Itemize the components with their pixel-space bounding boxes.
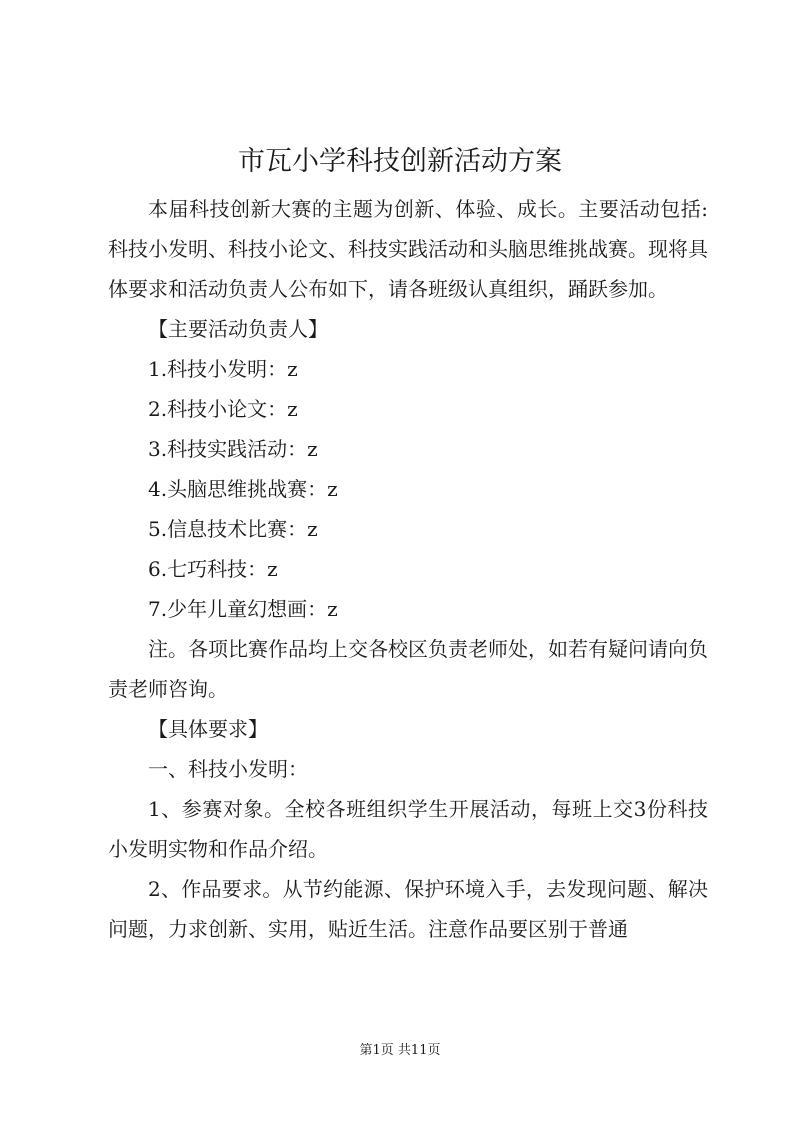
page-footer: 第1页 共11页 — [359, 1043, 441, 1058]
intro-paragraph: 本届科技创新大赛的主题为创新、体验、成长。主要活动包括:科技小发明、科技小论文、科技实践活动和头脑思维挑战赛。现将具体要求和活动负责人公布如下，请各班级认真组织，踊跃参加。 — [108, 197, 708, 301]
list-item: 2.科技小论文：z — [148, 397, 298, 421]
list-item: 7.少年儿童幻想画：z — [148, 597, 338, 621]
note-paragraph: 注。各项比赛作品均上交各校区负责老师处，如若有疑问请向负责老师咨询。 — [108, 637, 708, 701]
list-item: 5.信息技术比赛：z — [148, 517, 318, 541]
sub-heading-invention: 一、科技小发明： — [148, 757, 308, 781]
section-heading-requirements: 【具体要求】 — [148, 717, 268, 741]
requirement-paragraph: 1、参赛对象。全校各班组织学生开展活动，每班上交3份科技小发明实物和作品介绍。 — [108, 797, 708, 861]
list-item: 1.科技小发明：z — [148, 357, 298, 381]
requirement-paragraph: 2、作品要求。从节约能源、保护环境入手，去发现问题、解决问题，力求创新、实用，贴近生活。注意作品要区别于普通 — [108, 877, 708, 941]
document-body — [108, 189, 708, 949]
list-item: 4.头脑思维挑战赛：z — [148, 477, 338, 501]
list-item: 6.七巧科技：z — [148, 557, 278, 581]
list-item: 3.科技实践活动：z — [148, 437, 318, 461]
section-heading-leaders: 【主要活动负责人】 — [148, 317, 328, 341]
document-title: 市瓦小学科技创新活动方案 — [238, 146, 562, 177]
